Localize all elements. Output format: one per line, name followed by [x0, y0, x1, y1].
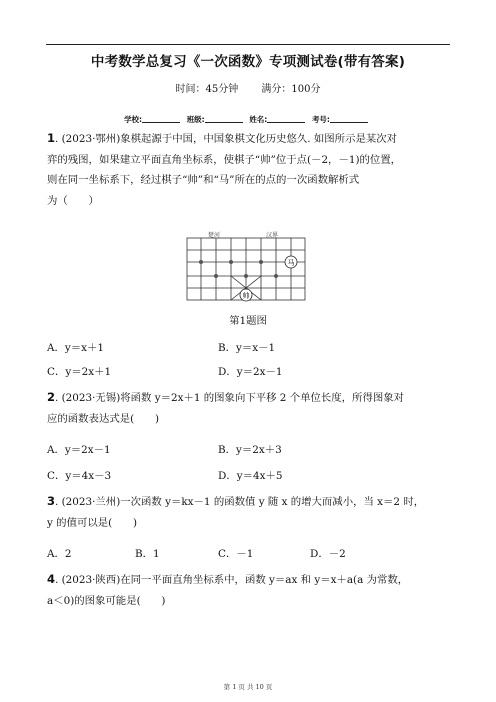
river-label-left: 楚河 [208, 232, 221, 239]
option-c[interactable]: C．y＝2x＋1 [47, 366, 112, 378]
question-line: y 的值可以是( ) [47, 516, 138, 529]
question-line: a＜0)的图象可能是( ) [47, 594, 166, 607]
option-b[interactable]: B．1 [135, 548, 160, 560]
question-line: 应的函数表达式是( ) [47, 412, 160, 425]
question-line: 3. (2023·兰州)一次函数 y＝kx－1 的函数值 y 随 x 的增大而减小，当 x＝2 时， [47, 494, 425, 508]
shuai-piece [240, 289, 252, 301]
question-line: 4. (2023·陕西)在同一平面直角坐标系中，函数 y＝ax 和 y＝x＋a(a 为常数， [47, 572, 409, 586]
school-blank[interactable] [142, 122, 180, 123]
option-a[interactable]: A．y＝2x－1 [47, 444, 111, 456]
class-label: 班级: [186, 115, 205, 124]
question-number: 2 [47, 390, 56, 404]
option-d[interactable]: D．－2 [310, 548, 346, 560]
question-1 [47, 128, 451, 211]
time-label: 时间：45分钟 [175, 84, 239, 95]
river-label-right: 汉界 [266, 232, 279, 239]
question-line: 1. (2023·鄂州)象棋起源于中国，中国象棋文化历史悠久. 如图所示是某次对 [47, 131, 398, 145]
chess-board-figure [186, 231, 310, 303]
question-number: 1 [47, 131, 56, 145]
exam-no-label: 考号: [311, 115, 330, 124]
ma-piece [285, 256, 297, 268]
exam-no-blank[interactable] [330, 122, 368, 123]
option-d[interactable]: D．y＝4x＋5 [218, 470, 283, 482]
page-title: 中考数学总复习《一次函数》专项测试卷(带有答案) [90, 54, 406, 70]
score-label: 满分：100分 [261, 84, 321, 95]
question-line: 则在同一坐标系下，经过棋子“帅”和“马”所在的点的一次函数解析式 [47, 174, 360, 186]
name-blank[interactable] [267, 122, 305, 123]
class-blank[interactable] [205, 122, 243, 123]
figure-caption: 第1题图 [229, 315, 267, 327]
page-footer: 第 1 页 共 10 页 [223, 683, 273, 691]
option-a[interactable]: A．y＝x＋1 [47, 342, 105, 354]
option-b[interactable]: B．y＝2x＋3 [218, 444, 282, 456]
option-c[interactable]: C．y＝4x－3 [47, 470, 112, 482]
question-2 [47, 387, 451, 429]
option-b[interactable]: B．y＝x－1 [218, 342, 276, 354]
question-line: 2. (2023·无锡)将函数 y＝2x＋1 的图象向下平移 2 个单位长度，所得图象对 [47, 390, 405, 404]
question-line: 弈的残图，如果建立平面直角坐标系，使棋子“帅”位于点(－2，－1)的位置， [47, 153, 402, 166]
school-label: 学校: [124, 115, 143, 124]
ma-label: 马 [287, 259, 295, 267]
question-number: 4 [47, 572, 56, 586]
student-info-line [0, 114, 496, 125]
exam-meta [0, 80, 496, 95]
name-label: 姓名: [249, 115, 268, 124]
question-3 [47, 491, 451, 533]
shuai-label: 帅 [242, 292, 250, 300]
option-c[interactable]: C．－1 [218, 548, 254, 560]
question-line: 为（ ） [47, 194, 99, 207]
header-rule [46, 44, 450, 45]
question-number: 3 [47, 494, 56, 508]
option-a[interactable]: A．2 [47, 548, 72, 560]
question-4 [47, 569, 451, 611]
option-d[interactable]: D．y＝2x－1 [218, 366, 283, 378]
